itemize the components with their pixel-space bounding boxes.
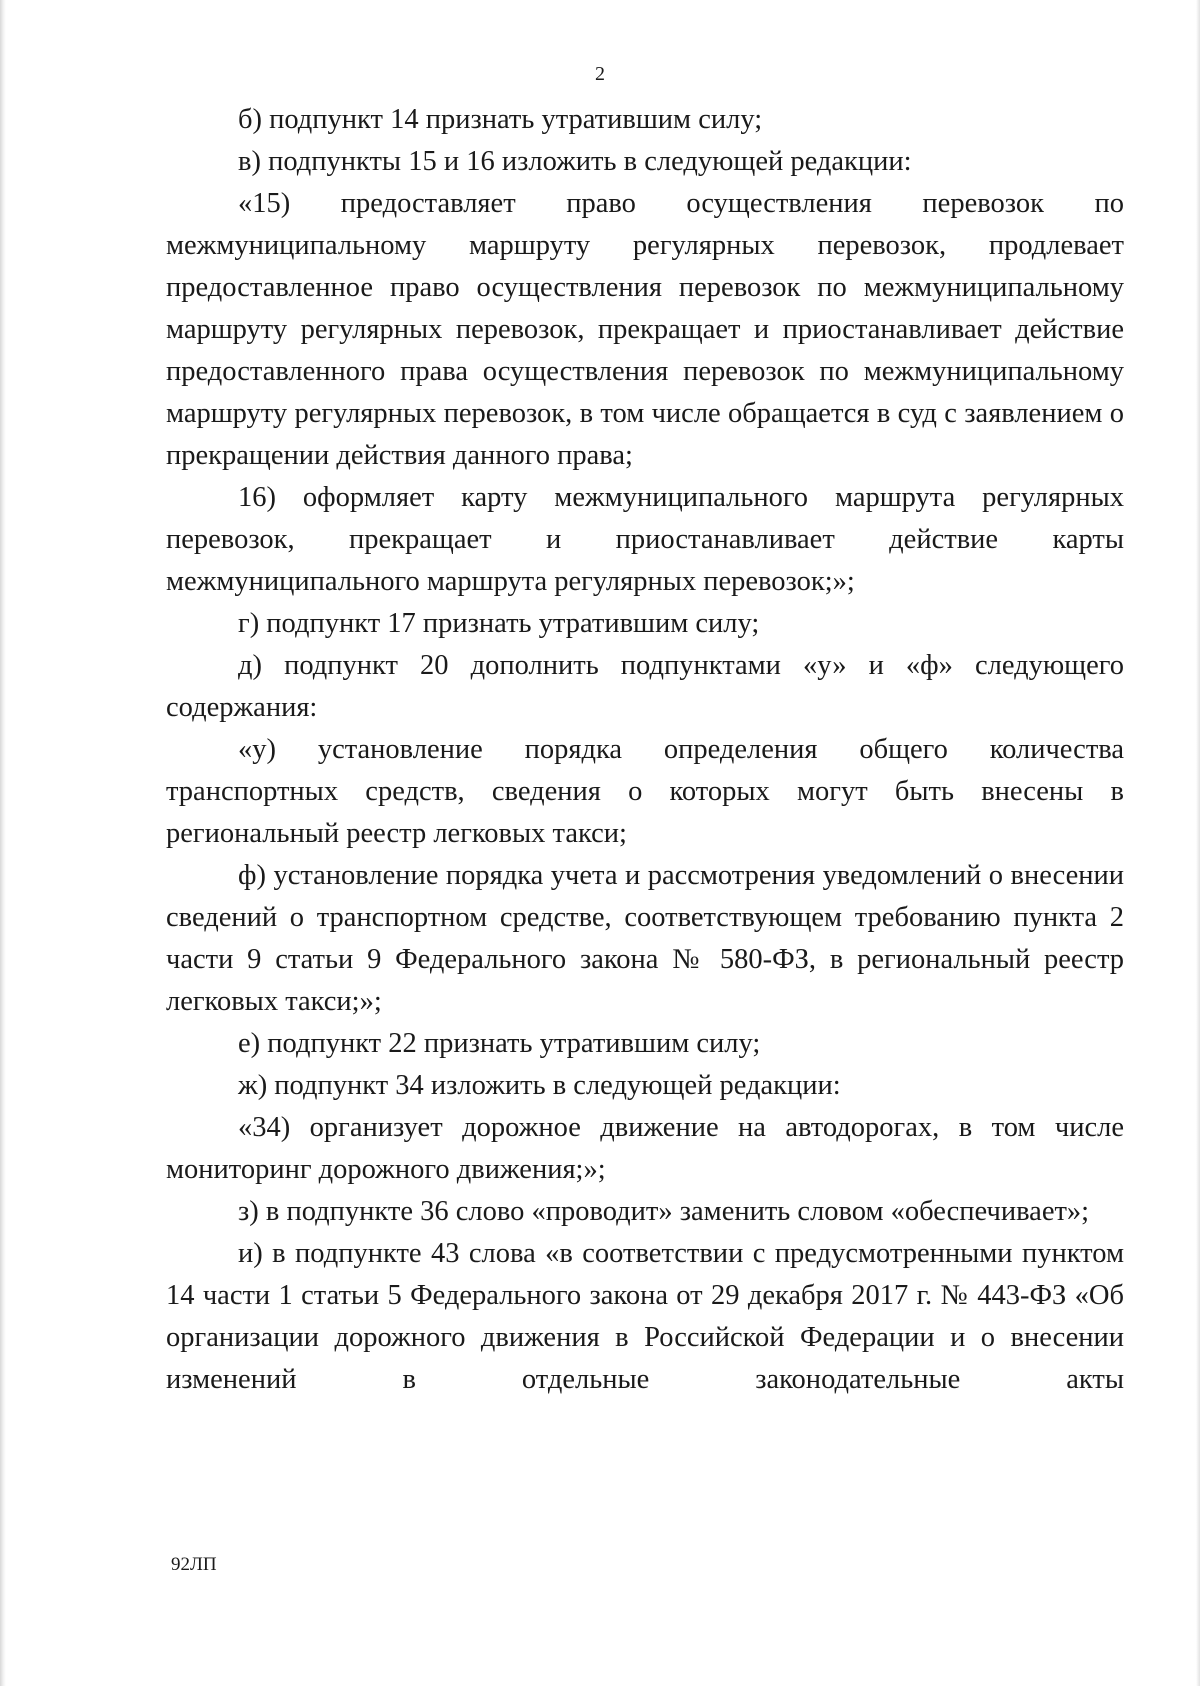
paragraph-zh: ж) подпункт 34 изложить в следующей редакции: bbox=[238, 1070, 841, 1101]
paragraph-d: д) подпункт 20 дополнить подпунктами «у» и «ф» следующего содержания: bbox=[166, 650, 1124, 723]
scan-edge-right bbox=[1196, 0, 1200, 1686]
paragraph-g: г) подпункт 17 признать утратившим силу; bbox=[238, 608, 760, 639]
page-number: 2 bbox=[595, 63, 605, 85]
paragraph-item-16: 16) оформляет карту межмуниципального маршрута регулярных перевозок, прекращает и приостанавливает действие карты межмуниципального маршрута регулярных перевозок;»; bbox=[166, 482, 1124, 597]
scan-edge-left bbox=[0, 0, 6, 1686]
paragraph-item-34: «34) организует дорожное движение на автодорогах, в том числе мониторинг дорожного движения;»; bbox=[166, 1112, 1124, 1185]
footer-code: 92ЛП bbox=[171, 1554, 217, 1575]
paragraph-item-f: ф) установление порядка учета и рассмотрения уведомлений о внесении сведений о транспортном средстве, соответствующем требованию пункта 2 части 9 статьи 9 Федерального закона № 580-ФЗ, в региональный реестр легковых такси;»; bbox=[166, 860, 1124, 1017]
paragraph-v: в) подпункты 15 и 16 изложить в следующей редакции: bbox=[238, 146, 912, 177]
paragraph-item-u: «у) установление порядка определения общего количества транспортных средств, сведения о которых могут быть внесены в региональный реестр легковых такси; bbox=[166, 734, 1124, 849]
paragraph-i: и) в подпункте 43 слова «в соответствии с предусмотренными пунктом 14 части 1 статьи 5 Федерального закона от 29 декабря 2017 г. № 443-ФЗ «Об организации дорожного движения в Российской Федерации и о внесении изменений в отдельные законодательные акты bbox=[166, 1238, 1124, 1395]
paragraph-item-15: «15) предоставляет право осуществления перевозок по межмуниципальному маршруту регулярных перевозок, продлевает предоставленное право осуществления перевозок по межмуниципальному маршруту регулярных перевозок, прекращает и приостанавливает действие предоставленного права осуществления перевозок по межмуниципальному маршруту регулярных перевозок, в том числе обращается в суд с заявлением о прекращении действия данного права; bbox=[166, 188, 1124, 471]
paragraph-b: б) подпункт 14 признать утратившим силу; bbox=[238, 104, 763, 135]
paragraph-z: з) в подпункте 36 слово «проводит» заменить словом «обеспечивает»; bbox=[238, 1196, 1090, 1227]
document-body bbox=[166, 99, 1124, 1401]
paragraph-e: е) подпункт 22 признать утратившим силу; bbox=[238, 1028, 761, 1059]
